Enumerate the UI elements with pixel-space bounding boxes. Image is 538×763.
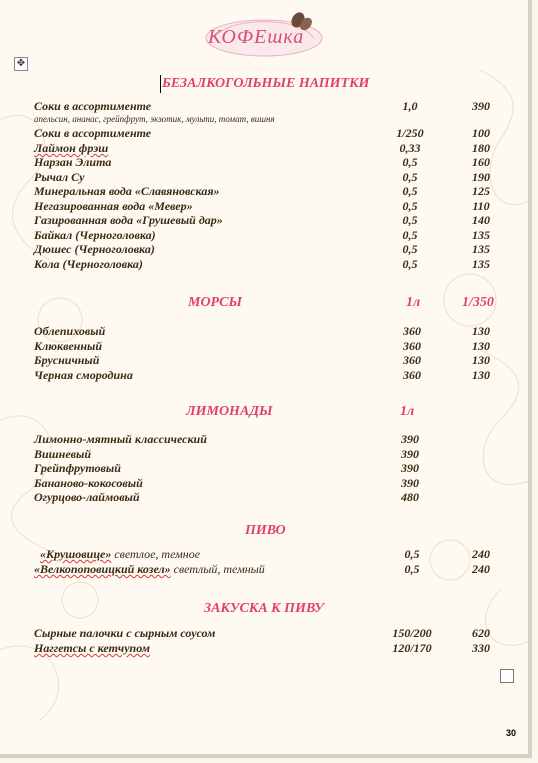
menu-row: Брусничный 360 130 [34,353,490,367]
section-title-lemonades: ЛИМОНАДЫ [186,404,273,419]
section-title-soft-drinks: БЕЗАЛКОГОЛЬНЫЕ НАПИТКИ [162,76,370,91]
menu-row: Бананово-кокосовый 390 [34,476,419,490]
menu-row: Огурцово-лаймовый 480 [34,490,419,504]
lemonade-column-volume: 1л [400,404,415,419]
section-title-beer: ПИВО [245,523,286,538]
page-number: 30 [506,728,517,738]
mors-column-portion: 1/350 [462,295,494,310]
menu-row: Соки в ассортименте 1/250 100 [34,126,490,140]
menu-row: Лаймон фрэш 0,33 180 [34,141,490,155]
menu-row: «Крушовице» светлое, темное 0,5 240 [40,547,490,561]
menu-row: Соки в ассортименте 1,0 390 [34,99,490,113]
menu-row: Кола (Черноголовка) 0,5 135 [34,257,490,271]
menu-row: Байкал (Черноголовка) 0,5 135 [34,228,490,242]
menu-row: Газированная вода «Грушевый дар» 0,5 140 [34,213,490,227]
mors-column-volume: 1л [406,295,421,310]
table-move-handle-icon[interactable]: ✥ [14,57,28,71]
menu-row: Рычал Су 0,5 190 [34,170,490,184]
menu-row: Негазированная вода «Мевер» 0,5 110 [34,199,490,213]
menu-row: Нарзан Элита 0,5 160 [34,155,490,169]
menu-row: Клюквенный 360 130 [34,339,490,353]
menu-row: Сырные палочки с сырным соусом 150/200 620 [34,626,490,640]
menu-row: Облепиховый 360 130 [34,324,490,338]
logo-text: КОФЕшка [208,26,305,48]
resize-handle-checkbox[interactable] [500,669,514,683]
text-cursor [160,75,161,93]
menu-row: «Велкопоповицкий козел» светлый, темный 0,5 240 [34,562,490,576]
menu-row: Черная смородина 360 130 [34,368,490,382]
menu-row: Минеральная вода «Славяновская» 0,5 125 [34,184,490,198]
menu-row: Лимонно-мятный классический 390 [34,432,419,446]
menu-row: Дюшес (Черноголовка) 0,5 135 [34,242,490,256]
menu-row: Грейпфрутовый 390 [34,461,419,475]
menu-row: Вишневый 390 [34,447,419,461]
section-title-mors: МОРСЫ [188,295,243,310]
section-title-beer-snacks: ЗАКУСКА К ПИВУ [204,601,324,616]
menu-row: Наггетсы с кетчупом 120/170 330 [34,641,490,655]
juice-flavors-note: апельсин, ананас, грейпфрут, экзотик, мульти, томат, вишня [34,114,275,124]
